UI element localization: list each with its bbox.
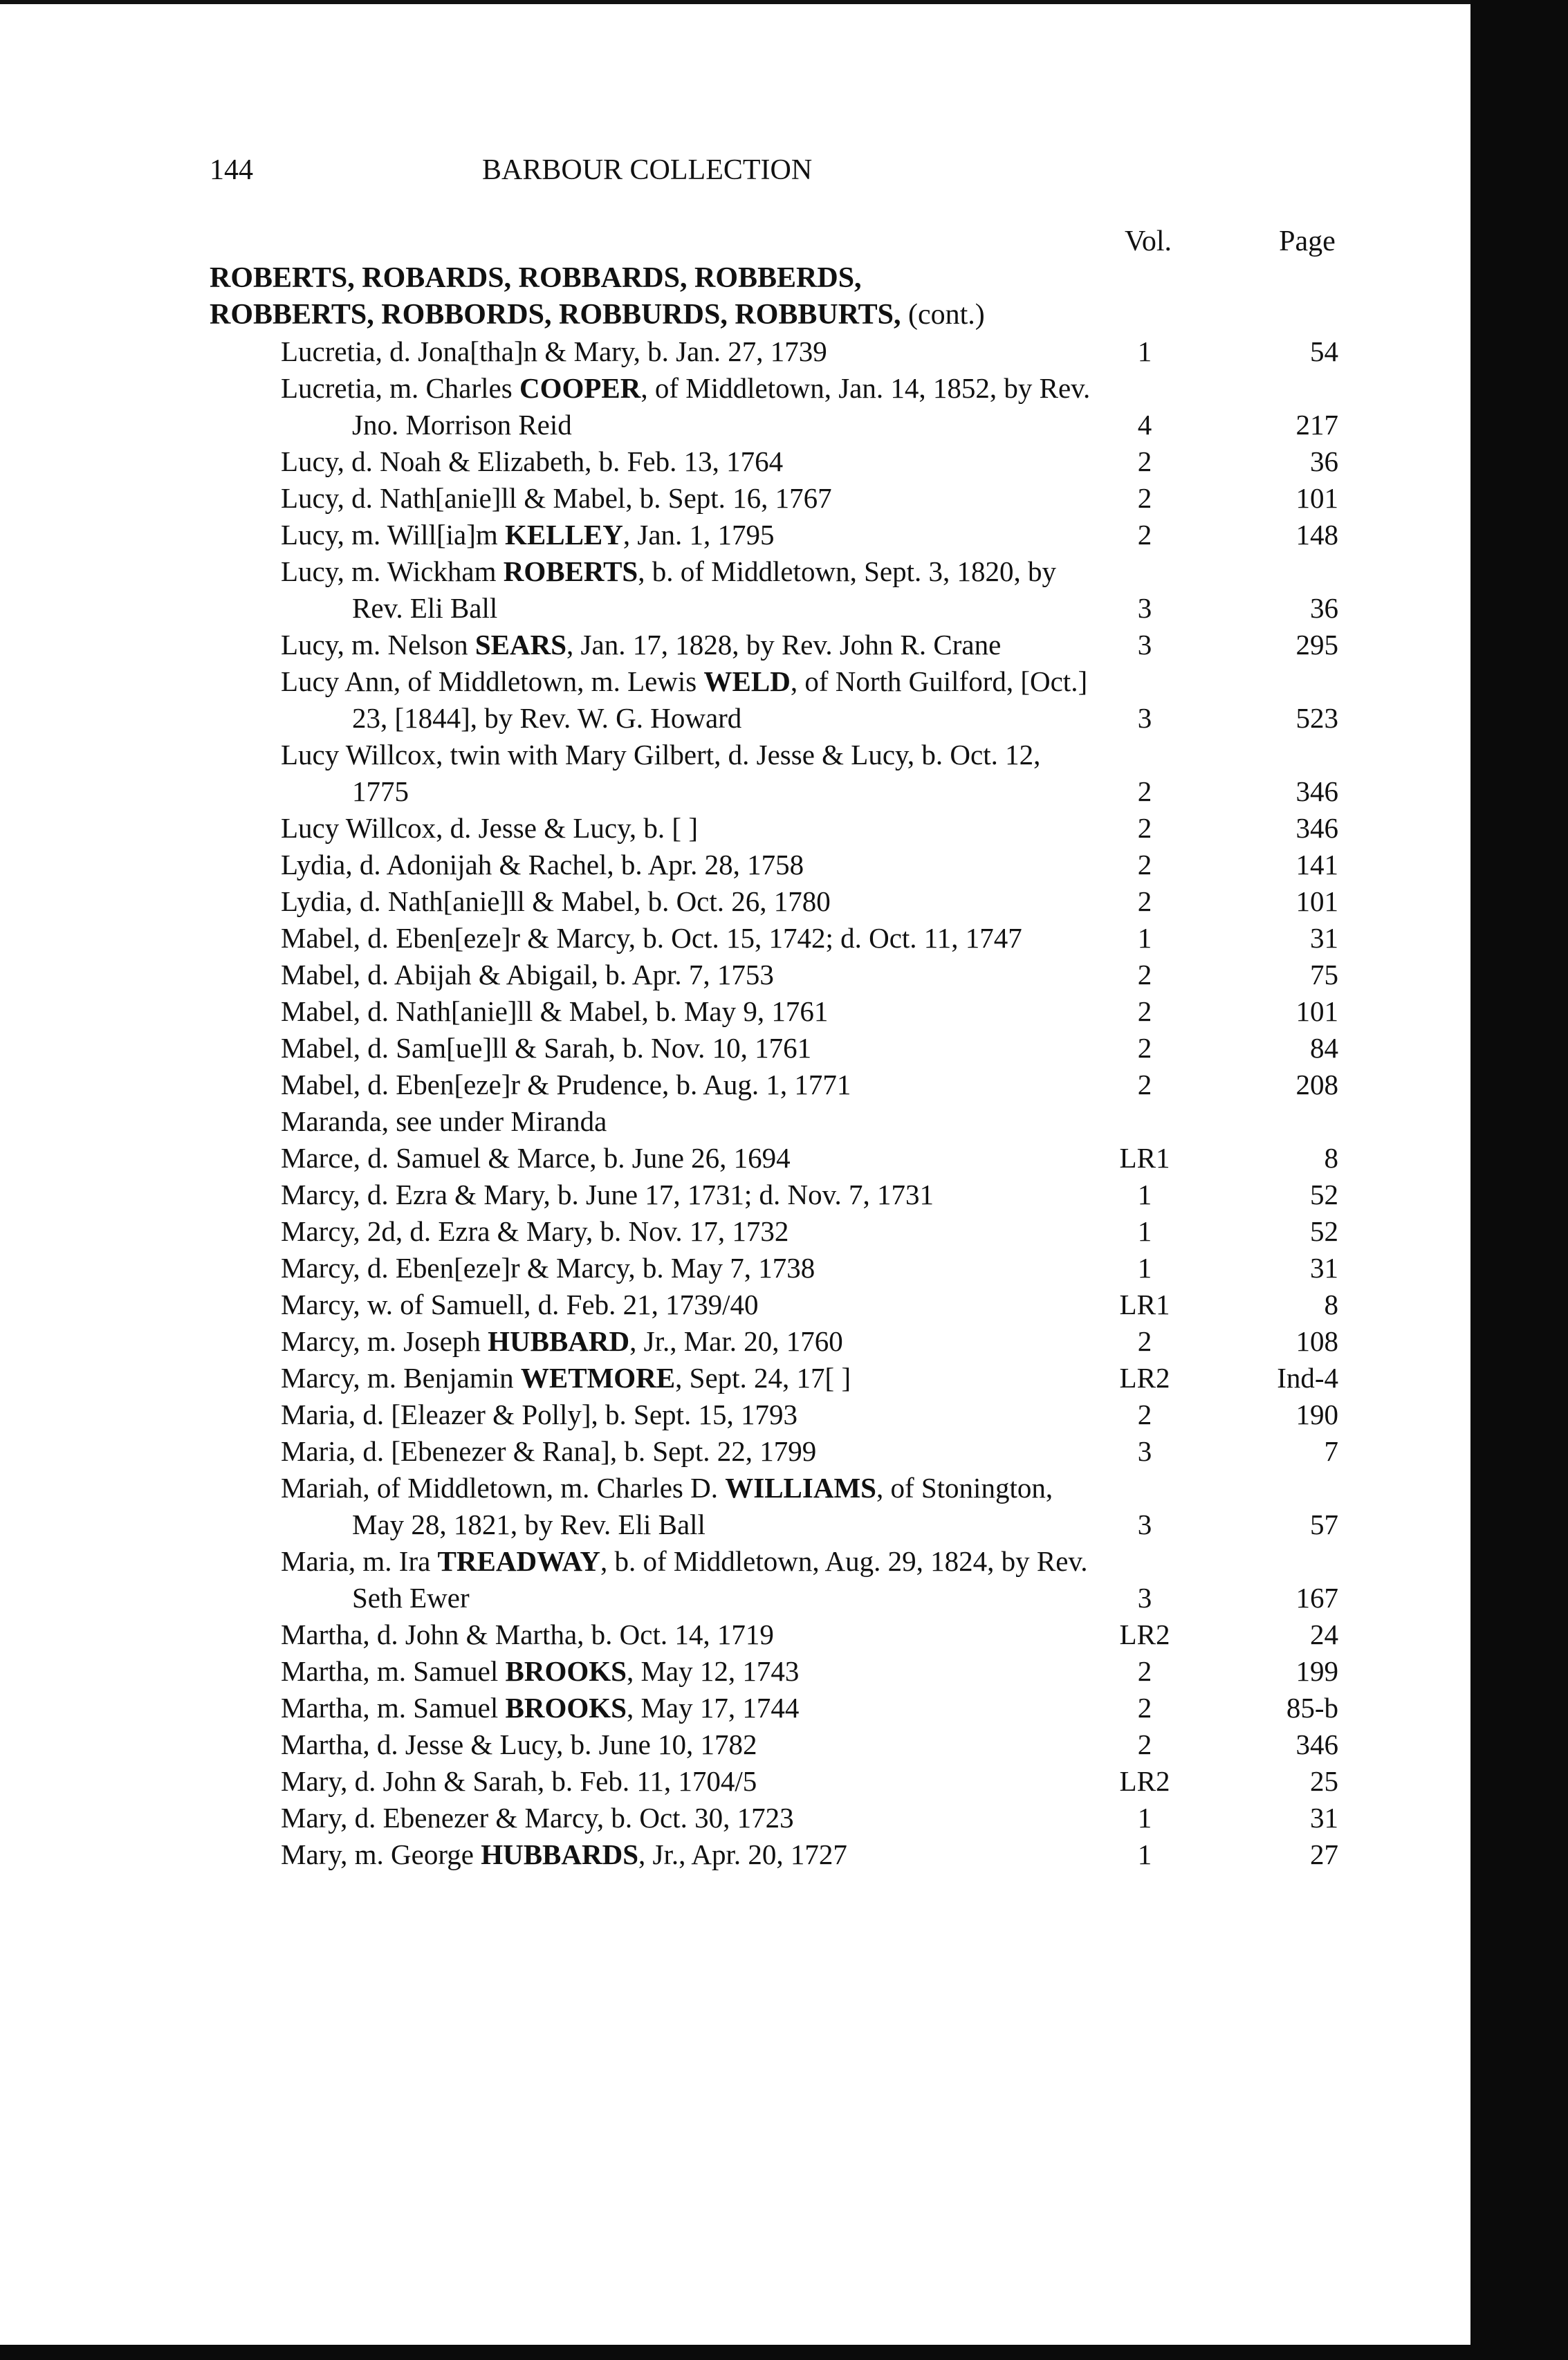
- entry-surname-bold: WELD: [703, 665, 791, 697]
- scan-top-mark: [699, 0, 913, 3]
- entry-row: [0, 443, 1466, 480]
- entry-row: [0, 1103, 1466, 1140]
- entry-row: [0, 1800, 1466, 1836]
- entry-page: Ind-4: [1277, 1362, 1338, 1394]
- entry-text: [281, 517, 1099, 553]
- entry-text: [281, 333, 1099, 370]
- entry-volume: 2: [1137, 775, 1152, 807]
- entry-surname-bold: HUBBARDS: [481, 1838, 639, 1870]
- entry-text: [281, 883, 1099, 920]
- entry-text: [281, 1213, 1099, 1250]
- entry-text: [281, 663, 1099, 737]
- column-header-vol: Vol.: [1124, 225, 1172, 257]
- entry-surname-bold: HUBBARD: [488, 1325, 630, 1357]
- entry-text-part: Marcy, m. Benjamin: [281, 1362, 521, 1394]
- scan-top-mark: [1079, 0, 1127, 3]
- entry-row: [0, 847, 1466, 883]
- entry-text-part: Mabel, d. Abijah & Abigail, b. Apr. 7, 1753: [281, 959, 774, 990]
- entry-text-part: , May 12, 1743: [626, 1655, 800, 1687]
- entry-text-part: Lucy, m. Will[ia]m: [281, 519, 505, 551]
- entry-volume: 2: [1137, 1325, 1152, 1357]
- entry-text-part: Lydia, d. Nath[anie]ll & Mabel, b. Oct. 26, 1780: [281, 885, 831, 917]
- entry-volume: 1: [1137, 1252, 1152, 1284]
- entry-volume: 2: [1137, 1728, 1152, 1760]
- entry-text-part: Martha, d. Jesse & Lucy, b. June 10, 1782: [281, 1728, 757, 1760]
- column-header-page: Page: [1279, 225, 1336, 257]
- entry-page: 101: [1295, 482, 1338, 514]
- entry-volume: 2: [1137, 1655, 1152, 1687]
- entry-page: 27: [1310, 1838, 1338, 1870]
- entry-row: [0, 1836, 1466, 1873]
- scan-top-mark: [512, 0, 574, 3]
- entry-volume: LR1: [1119, 1289, 1170, 1320]
- entry-text-part: Maranda, see under Miranda: [281, 1105, 607, 1137]
- scan-top-mark: [954, 0, 1037, 3]
- entry-text-part: Maria, d. [Eleazer & Polly], b. Sept. 15, 1793: [281, 1399, 797, 1430]
- entry-text: [281, 1616, 1099, 1653]
- entry-volume: LR2: [1119, 1362, 1170, 1394]
- entry-page: 52: [1310, 1215, 1338, 1247]
- entry-text: [281, 810, 1099, 847]
- scan-bottom-border: [0, 2345, 1568, 2360]
- entry-text: [281, 1653, 1099, 1690]
- entry-text-part: , Jan. 1, 1795: [622, 519, 775, 551]
- entry-text-part: Lucy Willcox, twin with Mary Gilbert, d. Jesse & Lucy, b. Oct. 12, 1775: [281, 739, 1041, 807]
- entry-text: [281, 1250, 1099, 1287]
- entry-volume: 2: [1137, 482, 1152, 514]
- entry-text-part: Mariah, of Middletown, m. Charles D.: [281, 1472, 726, 1504]
- entry-text-part: Mary, d. John & Sarah, b. Feb. 11, 1704/5: [281, 1765, 757, 1797]
- continued-note: (cont.): [901, 299, 985, 331]
- entry-text-part: , of North Guilford, [Oct.] 23, [1844], by Rev. W. G. Howard: [352, 665, 1088, 734]
- entry-page: 346: [1295, 775, 1338, 807]
- entry-text-part: Martha, d. John & Martha, b. Oct. 14, 1719: [281, 1619, 774, 1650]
- entry-row: [0, 627, 1466, 663]
- entry-row: [0, 1213, 1466, 1250]
- entry-page: 108: [1295, 1325, 1338, 1357]
- entry-volume: 3: [1137, 629, 1152, 661]
- entry-volume: 3: [1137, 1509, 1152, 1540]
- entry-volume: 3: [1137, 1582, 1152, 1614]
- entry-text-part: Marcy, m. Joseph: [281, 1325, 488, 1357]
- entry-text: [281, 957, 1099, 993]
- entry-text-part: Marcy, 2d, d. Ezra & Mary, b. Nov. 17, 1732: [281, 1215, 789, 1247]
- entry-page: 346: [1295, 1728, 1338, 1760]
- surname-heading: [210, 260, 985, 333]
- entry-text-part: Lucretia, m. Charles: [281, 372, 519, 404]
- entry-row: [0, 1653, 1466, 1690]
- entry-text-part: Maria, d. [Ebenezer & Rana], b. Sept. 22, 1799: [281, 1435, 817, 1467]
- entry-surname-bold: WETMORE: [520, 1362, 676, 1394]
- entry-page: 148: [1295, 519, 1338, 551]
- entry-text-part: , May 17, 1744: [626, 1692, 800, 1724]
- surname-line-2: ROBBERTS, ROBBORDS, ROBBURDS, ROBBURTS,: [210, 299, 901, 331]
- entry-surname-bold: BROOKS: [505, 1692, 627, 1724]
- entry-text-part: Lucy, m. Nelson: [281, 629, 475, 661]
- entry-text-part: Lucy Willcox, d. Jesse & Lucy, b. [ ]: [281, 812, 698, 844]
- entry-volume: 2: [1137, 995, 1152, 1027]
- entry-row: [0, 1140, 1466, 1177]
- entry-page: 295: [1295, 629, 1338, 661]
- entry-volume: 2: [1137, 1692, 1152, 1724]
- entry-volume: 1: [1137, 1802, 1152, 1834]
- entry-row: [0, 1360, 1466, 1396]
- entry-page: 57: [1310, 1509, 1338, 1540]
- entry-text-part: Mabel, d. Eben[eze]r & Prudence, b. Aug. 1, 1771: [281, 1069, 851, 1100]
- entry-text: [281, 443, 1099, 480]
- entry-text-part: Maria, m. Ira: [281, 1545, 438, 1577]
- entry-page: 24: [1310, 1619, 1338, 1650]
- entry-text-part: Mabel, d. Sam[ue]ll & Sarah, b. Nov. 10, 1761: [281, 1032, 812, 1064]
- entry-row: [0, 993, 1466, 1030]
- entry-text: [281, 1470, 1099, 1543]
- surname-line-1: ROBERTS, ROBARDS, ROBBARDS, ROBBERDS,: [210, 262, 862, 294]
- entry-volume: 2: [1137, 445, 1152, 477]
- entry-text: [281, 1360, 1099, 1396]
- entry-page: 85-b: [1286, 1692, 1338, 1724]
- entry-text-part: Lydia, d. Adonijah & Rachel, b. Apr. 28, 1758: [281, 849, 804, 881]
- entry-text: [281, 1543, 1099, 1616]
- entry-page: 52: [1310, 1179, 1338, 1210]
- entry-page: 31: [1310, 922, 1338, 954]
- entry-row: [0, 333, 1466, 370]
- entry-text-part: , Jan. 17, 1828, by Rev. John R. Crane: [566, 629, 1002, 661]
- entry-text-part: Lucy, m. Wickham: [281, 555, 504, 587]
- entry-text-part: Mabel, d. Nath[anie]ll & Mabel, b. May 9, 1761: [281, 995, 829, 1027]
- entry-text-part: , b. of Middletown, Sept. 3, 1820, by Rev. Eli Ball: [352, 555, 1056, 624]
- entry-surname-bold: KELLEY: [505, 519, 623, 551]
- entry-row: [0, 1177, 1466, 1213]
- entry-row: [0, 1250, 1466, 1287]
- entry-text: [281, 553, 1099, 627]
- entry-volume: LR2: [1119, 1765, 1170, 1797]
- entry-text: [281, 993, 1099, 1030]
- entry-surname-bold: WILLIAMS: [725, 1472, 876, 1504]
- entry-row: [0, 1616, 1466, 1653]
- entry-surname-bold: SEARS: [474, 629, 567, 661]
- entry-text: [281, 1433, 1099, 1470]
- entry-row: [0, 553, 1466, 627]
- entry-volume: 3: [1137, 1435, 1152, 1467]
- entry-volume: LR2: [1119, 1619, 1170, 1650]
- entry-text: [281, 627, 1099, 663]
- entry-text: [281, 1067, 1099, 1103]
- entry-page: 75: [1310, 959, 1338, 990]
- entry-text-part: , Jr., Apr. 20, 1727: [638, 1838, 847, 1870]
- entry-text-part: Marcy, d. Ezra & Mary, b. June 17, 1731; d. Nov. 7, 1731: [281, 1179, 934, 1210]
- entry-page: 7: [1324, 1435, 1338, 1467]
- entry-page: 346: [1295, 812, 1338, 844]
- entry-text: [281, 1030, 1099, 1067]
- entry-row: [0, 1287, 1466, 1323]
- entry-surname-bold: BROOKS: [505, 1655, 627, 1687]
- entry-row: [0, 1690, 1466, 1726]
- entry-volume: 1: [1137, 1838, 1152, 1870]
- entry-row: [0, 480, 1466, 517]
- entry-page: 36: [1310, 592, 1338, 624]
- running-head: BARBOUR COLLECTION: [482, 154, 813, 186]
- entry-page: 25: [1310, 1765, 1338, 1797]
- entry-row: [0, 1763, 1466, 1800]
- entry-volume: 1: [1137, 335, 1152, 367]
- page-number: 144: [210, 154, 253, 186]
- scan-right-border: [1470, 0, 1568, 2360]
- entry-text-part: Mary, d. Ebenezer & Marcy, b. Oct. 30, 1723: [281, 1802, 794, 1834]
- entry-text: [281, 920, 1099, 957]
- entry-row: [0, 883, 1466, 920]
- entry-volume: 3: [1137, 592, 1152, 624]
- entry-text: [281, 1177, 1099, 1213]
- entry-page: 523: [1295, 702, 1338, 734]
- entry-volume: 1: [1137, 1179, 1152, 1210]
- entry-page: 190: [1295, 1399, 1338, 1430]
- entry-text: [281, 1763, 1099, 1800]
- entry-text-part: Martha, m. Samuel: [281, 1655, 506, 1687]
- entry-text-part: , b. of Middletown, Aug. 29, 1824, by Rev. Seth Ewer: [352, 1545, 1088, 1614]
- entry-page: 141: [1295, 849, 1338, 881]
- entry-volume: 2: [1137, 519, 1152, 551]
- entry-text-part: , Sept. 24, 17[ ]: [675, 1362, 851, 1394]
- entry-page: 31: [1310, 1252, 1338, 1284]
- entry-text-part: Marcy, w. of Samuell, d. Feb. 21, 1739/40: [281, 1289, 759, 1320]
- entry-surname-bold: ROBERTS: [503, 555, 638, 587]
- entry-page: 54: [1310, 335, 1338, 367]
- entry-text-part: Lucretia, d. Jona[tha]n & Mary, b. Jan. 27, 1739: [281, 335, 827, 367]
- entry-surname-bold: COOPER: [519, 372, 641, 404]
- entry-row: [0, 1030, 1466, 1067]
- entry-text-part: Marcy, d. Eben[eze]r & Marcy, b. May 7, 1738: [281, 1252, 815, 1284]
- entry-page: 31: [1310, 1802, 1338, 1834]
- entry-text: [281, 370, 1099, 443]
- entry-row: [0, 517, 1466, 553]
- entry-text: [281, 1140, 1099, 1177]
- entry-volume: 3: [1137, 702, 1152, 734]
- entry-volume: 1: [1137, 1215, 1152, 1247]
- entry-row: [0, 1323, 1466, 1360]
- entry-page: 8: [1324, 1289, 1338, 1320]
- entry-page: 101: [1295, 995, 1338, 1027]
- entry-surname-bold: TREADWAY: [437, 1545, 600, 1577]
- entry-list: [0, 333, 1466, 1873]
- entry-volume: LR1: [1119, 1142, 1170, 1174]
- entry-page: 101: [1295, 885, 1338, 917]
- entry-volume: 2: [1137, 1399, 1152, 1430]
- entry-row: [0, 370, 1466, 443]
- entry-row: [0, 810, 1466, 847]
- entry-volume: 2: [1137, 849, 1152, 881]
- entry-row: [0, 737, 1466, 810]
- scan-top-mark: [1197, 0, 1217, 3]
- entry-page: 167: [1295, 1582, 1338, 1614]
- entry-text: [281, 847, 1099, 883]
- entry-text: [281, 1287, 1099, 1323]
- entry-row: [0, 1726, 1466, 1763]
- entry-volume: 2: [1137, 885, 1152, 917]
- entry-row: [0, 1470, 1466, 1543]
- entry-volume: 2: [1137, 1069, 1152, 1100]
- entry-page: 217: [1295, 409, 1338, 441]
- entry-text-part: Martha, m. Samuel: [281, 1692, 506, 1724]
- entry-text: [281, 737, 1099, 810]
- entry-text-part: Mabel, d. Eben[eze]r & Marcy, b. Oct. 15, 1742; d. Oct. 11, 1747: [281, 922, 1022, 954]
- entry-row: [0, 663, 1466, 737]
- entry-text: [281, 1396, 1099, 1433]
- entry-text-part: , of Stonington, May 28, 1821, by Rev. Eli Ball: [352, 1472, 1053, 1540]
- entry-page: 8: [1324, 1142, 1338, 1174]
- entry-text-part: Mary, m. George: [281, 1838, 481, 1870]
- entry-volume: 4: [1137, 409, 1152, 441]
- entry-text-part: , of Middletown, Jan. 14, 1852, by Rev. Jno. Morrison Reid: [352, 372, 1091, 441]
- entry-text-part: Lucy, d. Noah & Elizabeth, b. Feb. 13, 1764: [281, 445, 784, 477]
- entry-row: [0, 1067, 1466, 1103]
- entry-text: [281, 1323, 1099, 1360]
- entry-row: [0, 957, 1466, 993]
- entry-row: [0, 1396, 1466, 1433]
- entry-page: 84: [1310, 1032, 1338, 1064]
- entry-text-part: Marce, d. Samuel & Marce, b. June 26, 1694: [281, 1142, 791, 1174]
- entry-text: [281, 480, 1099, 517]
- entry-text-part: , Jr., Mar. 20, 1760: [629, 1325, 843, 1357]
- entry-row: [0, 920, 1466, 957]
- entry-text: [281, 1103, 1099, 1140]
- entry-text: [281, 1800, 1099, 1836]
- entry-volume: 2: [1137, 959, 1152, 990]
- entry-row: [0, 1543, 1466, 1616]
- entry-text: [281, 1726, 1099, 1763]
- entry-text: [281, 1836, 1099, 1873]
- entry-row: [0, 1433, 1466, 1470]
- entry-page: 208: [1295, 1069, 1338, 1100]
- entry-text: [281, 1690, 1099, 1726]
- entry-page: 36: [1310, 445, 1338, 477]
- entry-text-part: Lucy Ann, of Middletown, m. Lewis: [281, 665, 704, 697]
- entry-volume: 1: [1137, 922, 1152, 954]
- entry-volume: 2: [1137, 812, 1152, 844]
- entry-volume: 2: [1137, 1032, 1152, 1064]
- entry-text-part: Lucy, d. Nath[anie]ll & Mabel, b. Sept. 16, 1767: [281, 482, 832, 514]
- entry-page: 199: [1295, 1655, 1338, 1687]
